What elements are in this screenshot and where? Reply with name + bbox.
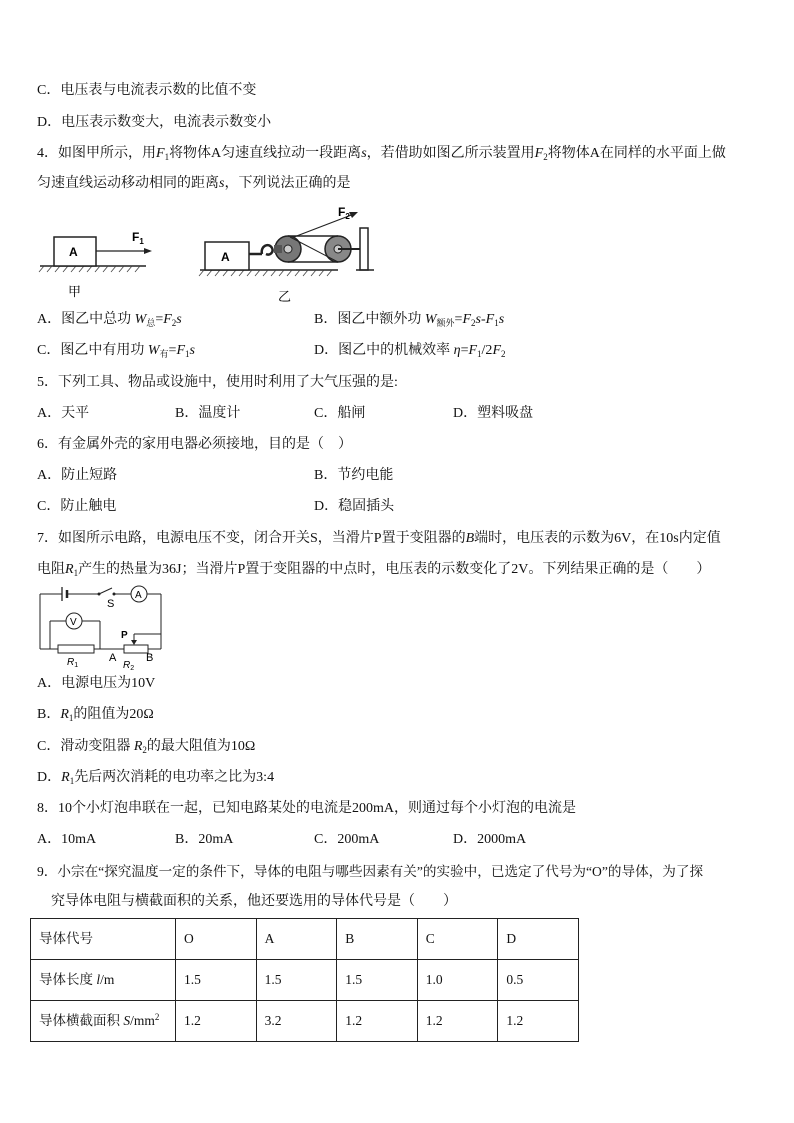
q6-option-a: A．防止短路 [37,468,118,483]
q5-option-a: A．天平 [37,406,90,421]
table-cell: 1.0 [417,960,498,1001]
table-header-length: 导体长度 l/m [31,960,176,1001]
ground-hatch-yi [199,270,332,276]
q6-stem: 6．有金属外壳的家用电器必须接地，目的是（ ） [37,437,352,452]
label-jia: 甲 [68,284,82,299]
force-f1-label: $F_1$ [132,230,144,246]
q4-option-b: B．图乙中额外功 $W_{额外}=F_2s-F_1s$ [314,312,505,328]
ammeter-label: A [135,590,142,601]
voltmeter-label: V [70,617,77,628]
q4-figure [38,200,388,308]
hook-icon [249,245,273,254]
resistor-r1-label: $R_1$ [67,657,79,669]
q8-stem: 8．10个小灯泡串联在一起，已知电路某处的电流是200mA，则通过每个小灯泡的电流是 [37,801,576,816]
table-row [31,919,579,960]
end-b-label: B [146,652,154,664]
q6-option-c: C．防止触电 [37,499,117,514]
table-cell: D [498,919,579,960]
q4-stem-line2: 匀速直线运动移动相同的距离s，下列说法正确的是 [37,176,351,191]
table-cell: 1.2 [498,1001,579,1042]
table-header-area: 导体横截面积 $S/mm^2$ [31,1001,176,1042]
q5-option-c: C．船闸 [314,406,366,421]
table-cell: 1.5 [256,960,337,1001]
q5-option-b: B．温度计 [175,406,241,421]
slider-p-label: P [121,630,128,641]
rheostat-r2-label: $R_2$ [123,660,135,670]
q7-option-a: A．电源电压为10V [37,676,156,691]
table-cell: C [417,919,498,960]
q4-option-d: D．图乙中的机械效率 $\eta=F_1/2F_2$ [314,343,506,359]
block-a-label-jia: A [69,245,78,259]
q8-option-a: A．10mA [37,832,97,847]
q6-option-d: D．稳固插头 [314,499,395,514]
q7-circuit-figure [36,584,166,670]
table-cell: 1.5 [176,960,257,1001]
block-a-label-yi: A [221,250,230,264]
ground-hatch-jia [39,266,140,272]
force-f2-label: $F_2$ [338,205,350,221]
table-cell: 1.2 [176,1001,257,1042]
table-cell: 3.2 [256,1001,337,1042]
rheostat-r2 [124,645,148,653]
table-cell: 0.5 [498,960,579,1001]
table-cell: 1.2 [417,1001,498,1042]
resistor-r1 [58,645,94,653]
q8-option-d: D．2000mA [453,832,527,847]
table-cell: 1.5 [337,960,418,1001]
switch-icon [99,588,112,594]
table-row [31,1001,579,1042]
q4-option-a: A．图乙中总功 $W_总=F_2s$ [37,312,182,328]
wall-post [360,228,368,270]
q4-stem-line1: 4．如图甲所示，用$F_1$将物体A匀速直线拉动一段距离s，若借助如图乙所示装置用$F_2$将物体A在同样的水平面上做 [37,146,726,162]
conductor-table [30,918,579,1042]
q6-option-b: B．节约电能 [314,468,394,483]
q7-option-c: C．滑动变阻器 $R_2$的最大阻值为10Ω [37,739,256,755]
q5-stem: 5．下列工具、物品或设施中，使用时利用了大气压强的是: [37,375,398,390]
q8-option-c: C．200mA [314,832,380,847]
q7-option-b: B．$R_1$的阻值为20Ω [37,707,154,723]
q8-option-b: B．20mA [175,832,234,847]
q9-stem-line1: 9．小宗在“探究温度一定的条件下，导体的电阻与哪些因素有关”的实验中，已选定了代号为“O”的导体，为了探 [37,864,704,879]
table-cell: O [176,919,257,960]
table-cell: 1.2 [337,1001,418,1042]
end-a-label: A [109,652,117,664]
q9-stem-line2: 究导体电阻与横截面积的关系，他还要选用的导体代号是（ ） [51,894,457,909]
table-cell: A [256,919,337,960]
q7-stem-line2: 电阻$R_1$产生的热量为36J；当滑片P置于变阻器的中点时，电压表的示数变化了2V。下列结果正确的是（ ） [37,562,711,578]
table-cell: B [337,919,418,960]
q4-option-c: C．图乙中有用功 $W_有=F_1s$ [37,343,195,359]
q7-option-d: D．$R_1$先后两次消耗的电功率之比为3:4 [37,770,275,786]
table-row [31,960,579,1001]
q5-option-d: D．塑料吸盘 [453,406,534,421]
q7-stem-line1: 7．如图所示电路，电源电压不变，闭合开关S，当滑片P置于变阻器的B端时，电压表的示数为6V，在10s内定值 [37,531,721,546]
table-header-code: 导体代号 [31,919,176,960]
switch-label: S [107,598,115,610]
q3-option-c: C．电压表与电流表示数的比值不变 [37,83,257,98]
q3-option-d: D．电压表示数变大，电流表示数变小 [37,115,272,130]
label-yi: 乙 [278,289,292,304]
